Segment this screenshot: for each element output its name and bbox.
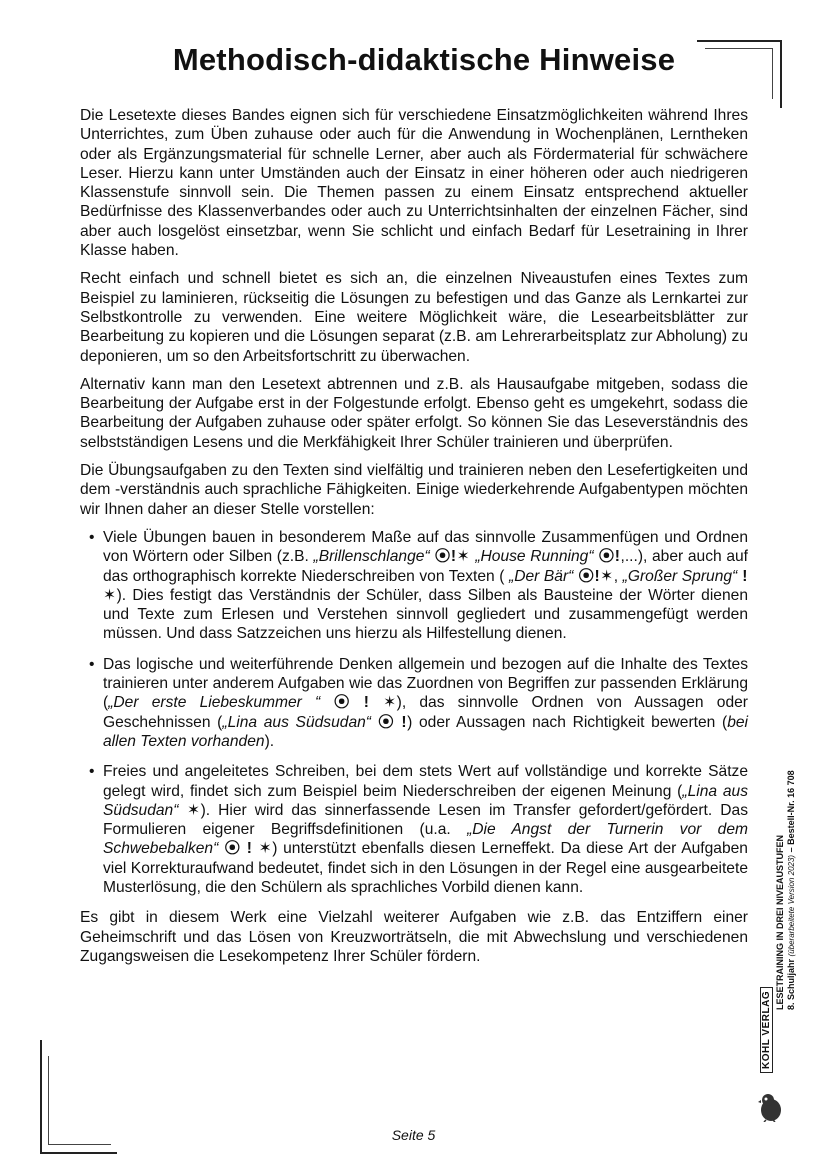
- paragraph-1: Die Lesetexte dieses Bandes eignen sich für verschiedene Einsatzmöglichkeiten während Ihres Unterrichtes, zum Üben zuhause oder auch für die Anwendung in Wochenplänen, Lerntheken oder als Ergänzungsmaterial für schnelle Lerner, aber auch als Fördermaterial für schwächere Leser. Hierzu kann unter Umständen auch der Einsatz in einer höheren oder auch niedrigeren Klassenstufe sinnvoll sein. Die Themen passen zu einem Einsatz entsprechend aktueller Bedürfnisse des Klassenverbandes oder auch zu Unterrichtsinhalten der einzelnen Fächer, sind aber auch losgelöst einsetzbar, wenn Sie schlicht und einfach Bedarf für Lesetraining in Ihrer Klasse haben.: [80, 107, 748, 260]
- publisher-bird-icon: [758, 1092, 784, 1122]
- page-title: Methodisch-didaktische Hinweise: [172, 42, 676, 77]
- main-content: [80, 106, 748, 975]
- task-type-list: [80, 528, 748, 897]
- bullet-marker: •: [89, 655, 95, 673]
- page-number: Seite 5: [391, 1127, 436, 1143]
- paragraph-2: Recht einfach und schnell bietet es sich an, die einzelnen Niveaustufen eines Textes zum Beispiel zu laminieren, rückseitig die Lösungen zu befestigen und das Ganze als Lernkartei zur Selbstkontrolle zu verwenden. Eine weitere Möglichkeit wäre, die Lesearbeitsblätter zur Bearbeitung zu kopieren und die Lösungen separat (z.B. am Lehrerarbeitsplatz zur Abholung) zu deponieren, um so den Arbeitsfortschritt zu überwachen.: [80, 270, 748, 365]
- level-symbols: ⦿ !: [370, 713, 408, 731]
- side-series-info: [775, 680, 797, 1010]
- level-symbols: ! ✶: [103, 567, 748, 604]
- list-item: • Viele Übungen bauen in besonderem Maße auf das sinnvolle Zusammenfügen und Ordnen von Wörtern oder Silben (z.B. „Brillenschlange“ ⦿!✶ „House Running“ ⦿!,...), aber auch auf das orthographisch korrekte Niederschreiben von Texten ( „Der Bär“ ⦿!✶, „Großer Sprung“ ! ✶). Dies festigt das Verständnis der Schüler, dass Silben als Bausteine der Wörter dienen und Texte zum Erlesen und Verstehen sinnvoll gegliedert und zusammengefügt werden müssen. Und dass Satzzeichen uns hierzu als Hilfestellung dienen.: [89, 528, 749, 643]
- level-symbols: ⦿!✶: [573, 567, 614, 585]
- list-item: • Freies und angeleitetes Schreiben, bei dem stets Wert auf vollständige und korrekte Sätze gelegt wird, findet sich zum Beispiel beim Niederschreiben der eigenen Meinung („Lina aus Südsudan“ ✶). Hier wird das sinnerfassende Lesen im Transfer gefordert/gefördert. Das Formulieren eigener Begriffsdefinitionen (u.a. „Die Angst der Turnerin vor dem Schwebebalken“ ⦿ ! ✶) unterstützt ebenfalls diesen Lerneffekt. Da diese Art der Aufgaben viel Korrekturaufwand bedeutet, findet sich in den Lösungen in der Regel eine ausgearbeitete Musterlösung, die den Schülern als sprachliches Vorbild dienen kann.: [89, 763, 749, 896]
- closing-paragraph: Es gibt in diesem Werk eine Vielzahl weiterer Aufgaben wie z.B. das Entziffern einer Geheimschrift und das Lösen von Kreuzworträtseln, die mit Abwechslung und verschiedenen Zugangsweisen die Lesekompetenz Ihrer Schüler fördern.: [80, 909, 748, 965]
- bullet-marker: •: [89, 763, 95, 781]
- paragraph-4: Die Übungsaufgaben zu den Texten sind vielfältig und trainieren neben den Lesefertigkeiten und dem -verständnis auch sprachliche Fähigkeiten. Einige wiederkehrende Aufgabentypen möchten wir Ihnen daher an dieser Stelle vorstellen:: [80, 462, 748, 518]
- level-symbols: ⦿ ! ✶: [320, 694, 397, 712]
- level-symbols: ⦿ ! ✶: [218, 840, 273, 858]
- level-symbols: ⦿!✶: [429, 548, 476, 566]
- level-symbols: ✶: [178, 801, 201, 819]
- paragraph-3: Alternativ kann man den Lesetext abtrennen und z.B. als Hausaufgabe mitgeben, sodass die Bearbeitung der Aufgabe erst in der Folgestunde erfolgt. Ebenso geht es umgekehrt, sodass die Bearbeitung der Aufgaben zuhause oder später erfolgt. So können Sie das Leseverständnis des selbstständigen Lesens und die Merkfähigkeit Ihrer Schüler trainieren und überprüfen.: [80, 375, 748, 451]
- series-title: LESETRAINING IN DREI NIVEAUSTUFEN: [775, 834, 785, 1010]
- list-item: • Das logische und weiterführende Denken allgemein und bezogen auf die Inhalte des Textes trainieren unter anderem Aufgaben wie das Zuordnen von Begriffen zur passenden Erklärung („Der erste Liebeskummer “ ⦿ ! ✶), das sinnvolle Ordnen von Aussagen oder Geschehnissen („Lina aus Südsudan“ ⦿ !) oder Aussagen nach Richtigkeit bewerten (bei allen Texten vorhanden).: [89, 655, 749, 750]
- publisher-logo-text: KOHL VERLAG: [760, 987, 773, 1073]
- series-details: 8. Schuljahr (überarbeitete Version 2023) – Bestell-Nr. 16 708: [786, 770, 796, 1010]
- bullet-marker: •: [89, 528, 95, 546]
- level-symbols: ⦿!: [593, 548, 621, 566]
